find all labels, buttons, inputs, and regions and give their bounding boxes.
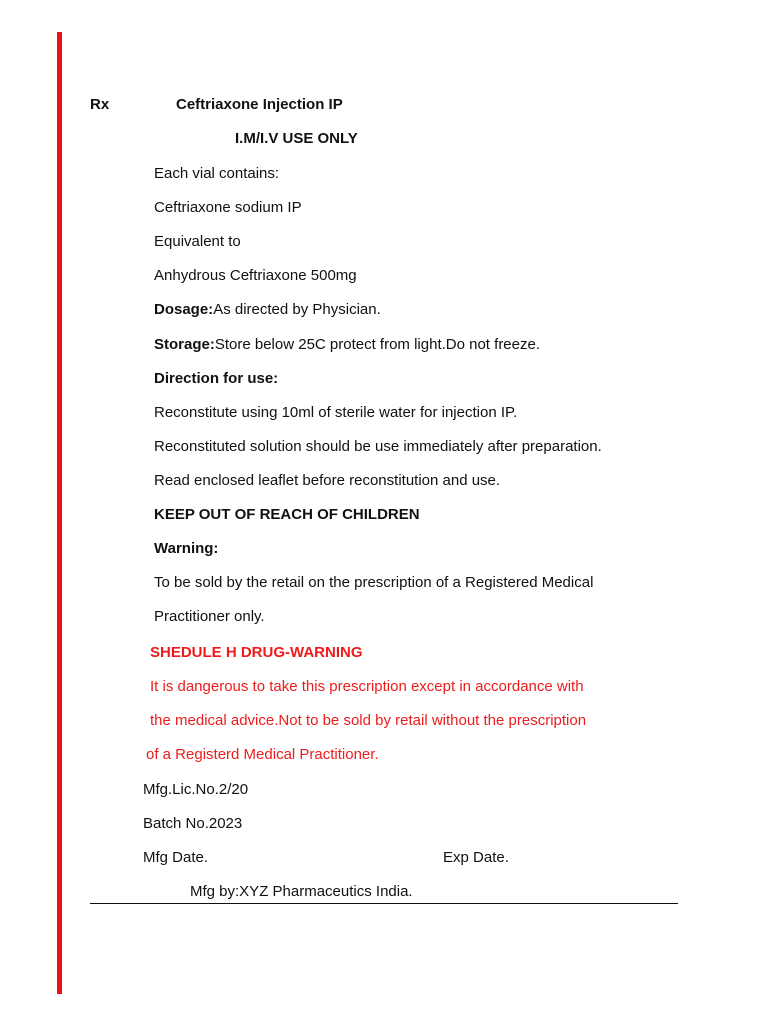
- red-margin-line: [57, 32, 62, 994]
- warning-label: Warning:: [154, 540, 219, 557]
- schedule-line-3: of a Registerd Medical Practitioner.: [146, 746, 379, 763]
- dosage-text: As directed by Physician.: [213, 301, 381, 318]
- directions-line-2: Reconstituted solution should be use immediately after preparation.: [154, 438, 602, 455]
- warning-line-1: To be sold by the retail on the prescription of a Registered Medical: [154, 574, 594, 591]
- footer-rule: [90, 903, 678, 904]
- route-of-administration: I.M/I.V USE ONLY: [235, 130, 358, 147]
- exp-date: Exp Date.: [443, 849, 509, 866]
- schedule-line-1: It is dangerous to take this prescription except in accordance with: [150, 678, 584, 695]
- composition-ingredient: Ceftriaxone sodium IP: [154, 199, 302, 216]
- dosage-line: [154, 301, 381, 319]
- mfg-license: Mfg.Lic.No.2/20: [143, 781, 249, 798]
- directions-line-1: Reconstitute using 10ml of sterile water for injection IP.: [154, 404, 518, 421]
- storage-label: Storage:: [154, 336, 215, 353]
- children-warning: KEEP OUT OF REACH OF CHILDREN: [154, 506, 420, 523]
- storage-line: [154, 336, 540, 354]
- warning-line-2: Practitioner only.: [154, 608, 265, 625]
- rx-symbol: Rx: [90, 96, 110, 113]
- dosage-label: Dosage:: [154, 301, 214, 318]
- product-name: Ceftriaxone Injection IP: [176, 96, 343, 113]
- directions-heading: Direction for use:: [154, 370, 279, 387]
- manufacturer: Mfg by:XYZ Pharmaceutics India.: [190, 883, 413, 900]
- schedule-line-2: the medical advice.Not to be sold by retail without the prescription: [150, 712, 587, 729]
- composition-strength: Anhydrous Ceftriaxone 500mg: [154, 267, 357, 284]
- storage-text: Store below 25C protect from light.Do not freeze.: [214, 336, 541, 353]
- directions-line-3: Read enclosed leaflet before reconstitution and use.: [154, 472, 501, 489]
- composition-equivalent: Equivalent to: [154, 233, 241, 250]
- composition-intro: Each vial contains:: [154, 165, 280, 182]
- batch-number: Batch No.2023: [143, 815, 243, 832]
- schedule-heading: SHEDULE H DRUG-WARNING: [150, 644, 363, 661]
- mfg-date: Mfg Date.: [143, 849, 209, 866]
